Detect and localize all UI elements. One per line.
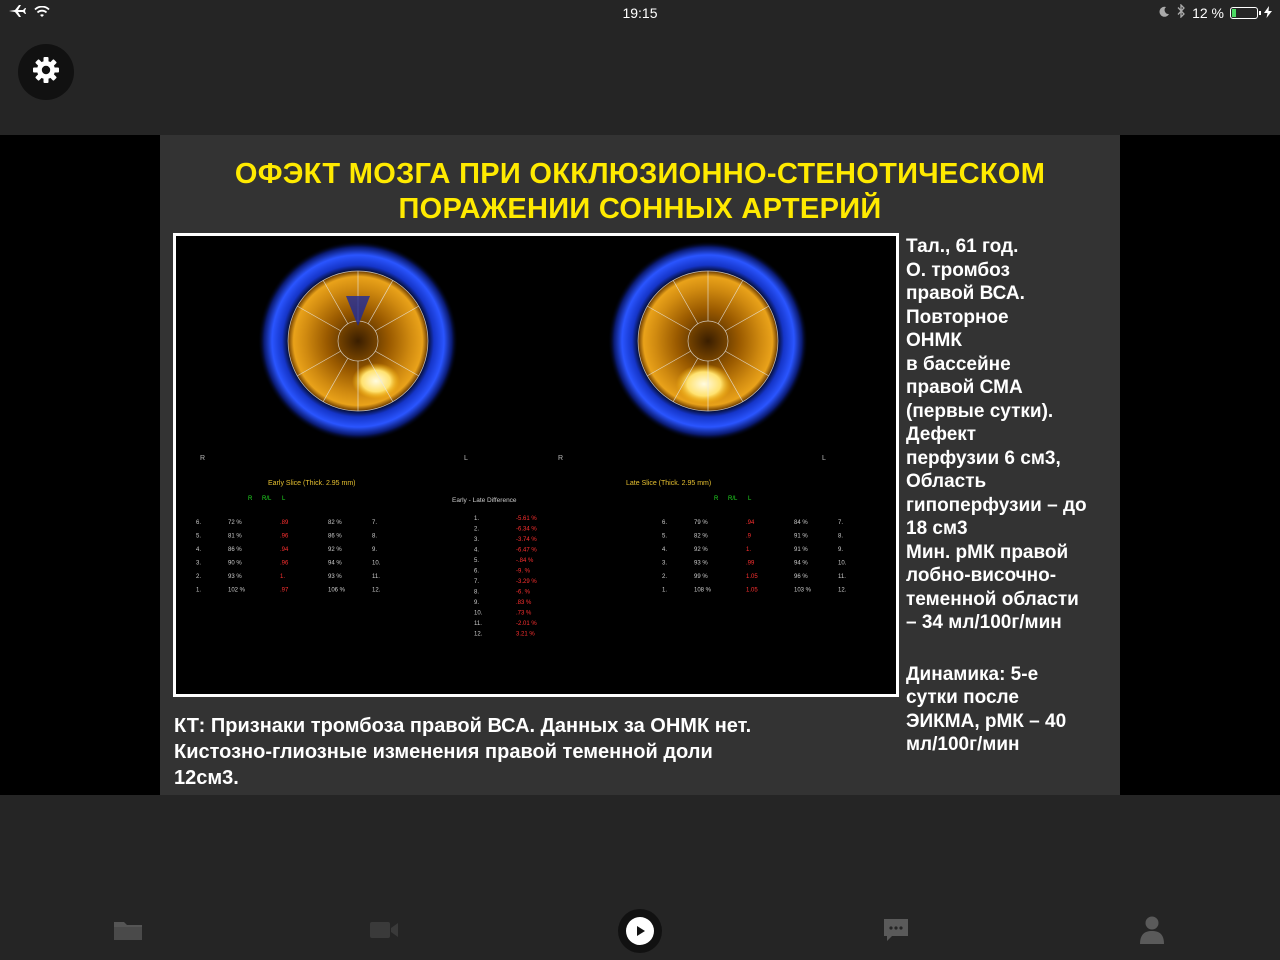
table-cell: 1. — [746, 547, 752, 553]
table-cell: 91 % — [794, 547, 808, 553]
early-slice-title: Early Slice (Thick. 2.95 mm) — [268, 480, 356, 487]
table-cell: .96 — [280, 560, 289, 567]
tab-profile[interactable] — [1132, 912, 1172, 952]
table-cell: 1.05 — [746, 587, 758, 594]
table-cell: 10. — [838, 560, 847, 567]
patient-info-line: – 34 мл/100г/мин — [906, 612, 1062, 633]
table-cell: 11. — [838, 574, 846, 580]
table-cell: 93 % — [328, 574, 342, 580]
slide-title — [160, 157, 1120, 227]
table-cell: -5.61 % — [516, 516, 537, 522]
table-cell: 72 % — [228, 520, 242, 526]
table-cell: 4. — [474, 547, 480, 554]
table-cell: 5. — [196, 533, 202, 540]
table-cell: 3.21 % — [516, 631, 535, 638]
left-l-marker: L — [464, 455, 468, 462]
table-cell: 2. — [474, 526, 480, 533]
ct-findings-line: Кистозно-глиозные изменения правой теменной доли — [174, 741, 713, 763]
table-cell: 86 % — [328, 533, 342, 540]
table-cell: 8. — [474, 589, 480, 596]
table-cell: .99 — [746, 560, 755, 567]
patient-info-line: теменной области — [906, 588, 1079, 610]
patient-info-line: правой СМА — [906, 377, 1023, 398]
right-r-marker: R — [558, 455, 564, 462]
table-cell: 3. — [196, 560, 202, 567]
table-cell: 7. — [372, 520, 378, 526]
table-cell: 99 % — [694, 574, 708, 580]
table-column-label: R — [714, 496, 719, 502]
table-cell: 1. — [474, 516, 480, 522]
table-column-label: R — [248, 496, 253, 502]
table-cell: .97 — [280, 587, 289, 594]
table-cell: .73 % — [516, 610, 532, 617]
table-cell: 1. — [280, 574, 286, 580]
table-cell: 84 % — [794, 520, 808, 526]
table-cell: 7. — [838, 520, 844, 526]
patient-description — [906, 235, 1116, 757]
table-cell: -9. % — [516, 568, 531, 575]
table-cell: 94 % — [328, 560, 342, 567]
patient-info-line: 18 см3 — [906, 518, 968, 539]
tab-chat[interactable] — [876, 912, 916, 952]
table-cell: 103 % — [794, 587, 812, 594]
table-cell: -3.74 % — [516, 537, 537, 543]
table-column-label: R/L — [262, 496, 272, 502]
video-player[interactable] — [0, 135, 1280, 795]
table-cell: .89 — [280, 520, 289, 526]
table-cell: 108 % — [694, 587, 712, 594]
table-cell: 11. — [372, 574, 380, 580]
tab-files[interactable] — [108, 912, 148, 952]
table-cell: 93 % — [228, 574, 242, 580]
table-cell: 9. — [474, 600, 480, 606]
table-cell: 7. — [474, 579, 480, 585]
table-cell: 10. — [474, 610, 483, 617]
difference-table — [474, 516, 537, 638]
dynamics-line: Динамика: 5-е — [906, 663, 1039, 685]
dynamics-line: ЭИКМА, рМК – 40 — [906, 710, 1067, 732]
early-slice-table — [196, 496, 381, 594]
table-cell: 93 % — [694, 560, 708, 567]
spect-scan-graphic — [176, 236, 896, 694]
patient-info-line: Повторное — [906, 306, 1009, 328]
table-cell: 8. — [838, 533, 844, 540]
gear-icon — [31, 55, 61, 90]
table-cell: 102 % — [228, 587, 246, 594]
table-cell: 82 % — [694, 533, 708, 540]
table-cell: 2. — [196, 574, 202, 580]
table-cell: 106 % — [328, 587, 346, 594]
table-cell: 3. — [662, 560, 668, 567]
spect-scan-image — [173, 233, 899, 697]
right-l-marker: L — [822, 455, 826, 462]
bottom-tab-bar — [0, 900, 1280, 960]
clock: 19:15 — [622, 5, 658, 21]
difference-title: Early - Late Difference — [452, 497, 517, 504]
table-cell: 10. — [372, 560, 381, 567]
table-cell: 8. — [372, 533, 378, 540]
settings-button[interactable] — [18, 44, 74, 100]
table-column-label: R/L — [728, 496, 738, 502]
table-cell: .94 — [746, 520, 755, 526]
table-cell: 81 % — [228, 533, 242, 540]
table-cell: 91 % — [794, 533, 808, 540]
table-cell: 12. — [372, 587, 381, 594]
slide-title-line-2: ПОРАЖЕНИИ СОННЫХ АРТЕРИЙ — [398, 193, 882, 225]
table-cell: 6. — [474, 568, 480, 575]
table-cell: 90 % — [228, 560, 242, 567]
table-cell: -6. % — [516, 589, 531, 596]
patient-info-line: ОНМК — [906, 330, 962, 351]
table-cell: .83 % — [516, 600, 532, 606]
table-cell: 1. — [662, 587, 668, 594]
table-cell: 5. — [474, 558, 480, 564]
table-cell: 4. — [196, 547, 202, 553]
presentation-slide — [160, 135, 1120, 795]
moon-icon — [1158, 5, 1170, 21]
table-column-label: L — [748, 496, 752, 502]
tab-play[interactable] — [618, 909, 662, 953]
ct-findings — [174, 713, 904, 791]
play-icon — [626, 917, 654, 945]
table-cell: -6.34 % — [516, 526, 537, 533]
late-slice-table — [662, 496, 847, 594]
table-cell: 12. — [474, 631, 483, 638]
bluetooth-icon — [1176, 4, 1186, 21]
table-cell: 1. — [196, 587, 202, 594]
table-cell: 96 % — [794, 574, 808, 580]
patient-info-line: О. тромбоз — [906, 259, 1010, 281]
table-cell: 86 % — [228, 547, 242, 553]
table-cell: 6. — [196, 520, 202, 526]
ct-findings-line: 12см3. — [174, 767, 239, 789]
table-cell: -.84 % — [516, 558, 534, 564]
charging-icon — [1264, 5, 1272, 21]
table-cell: 94 % — [794, 560, 808, 567]
battery-percent: 12 % — [1192, 4, 1224, 21]
table-cell: -2.01 % — [516, 621, 537, 627]
patient-info-line: Мин. рМК правой — [906, 541, 1069, 563]
dynamics-line: мл/100г/мин — [906, 734, 1020, 755]
person-icon — [1139, 915, 1165, 950]
table-cell: 4. — [662, 547, 668, 553]
patient-info-line: правой ВСА. — [906, 283, 1025, 304]
table-cell: -6.47 % — [516, 547, 537, 554]
table-cell: 11. — [474, 621, 482, 627]
table-cell: 82 % — [328, 520, 342, 526]
late-slice-brain-image — [608, 241, 808, 441]
table-cell: 2. — [662, 574, 668, 580]
patient-info-line: (первые сутки). — [906, 400, 1054, 422]
table-cell: 92 % — [694, 547, 708, 553]
dynamics-line: сутки после — [906, 687, 1019, 708]
chat-icon — [882, 917, 910, 948]
patient-info-line: в бассейне — [906, 353, 1011, 375]
table-cell: 9. — [372, 547, 378, 553]
folder-icon — [113, 918, 143, 947]
table-cell: 3. — [474, 537, 480, 543]
ct-findings-line: КТ: Признаки тромбоза правой ВСА. Данных за ОНМК нет. — [174, 715, 752, 737]
video-camera-icon — [369, 919, 399, 946]
table-cell: .9 — [746, 533, 752, 540]
table-cell: 5. — [662, 533, 668, 540]
table-cell: 92 % — [328, 547, 342, 553]
table-cell: -3.29 % — [516, 579, 537, 585]
patient-info-line: гипоперфузии – до — [906, 494, 1087, 516]
patient-info-line: Область — [906, 471, 987, 492]
patient-info-line: Тал., 61 год. — [906, 236, 1019, 257]
late-slice-title: Late Slice (Thick. 2.95 mm) — [626, 480, 712, 487]
table-cell: 79 % — [694, 520, 708, 526]
battery-icon — [1230, 7, 1258, 19]
patient-info-line: Дефект — [906, 424, 977, 445]
table-cell: 6. — [662, 520, 668, 526]
table-cell: .96 — [280, 533, 289, 540]
early-slice-brain-image — [258, 241, 458, 441]
table-cell: 1.05 — [746, 574, 758, 580]
left-r-marker: R — [200, 455, 206, 462]
table-cell: 12. — [838, 587, 847, 594]
table-cell: 9. — [838, 547, 844, 553]
patient-info-line: лобно-височно- — [906, 565, 1057, 586]
table-column-label: L — [282, 496, 286, 502]
slide-title-line-1: ОФЭКТ МОЗГА ПРИ ОККЛЮЗИОННО-СТЕНОТИЧЕСКОМ — [234, 158, 1046, 190]
tab-video[interactable] — [364, 912, 404, 952]
patient-info-line: перфузии 6 см3, — [906, 447, 1061, 469]
table-cell: .94 — [280, 547, 289, 553]
status-bar — [0, 0, 1280, 26]
